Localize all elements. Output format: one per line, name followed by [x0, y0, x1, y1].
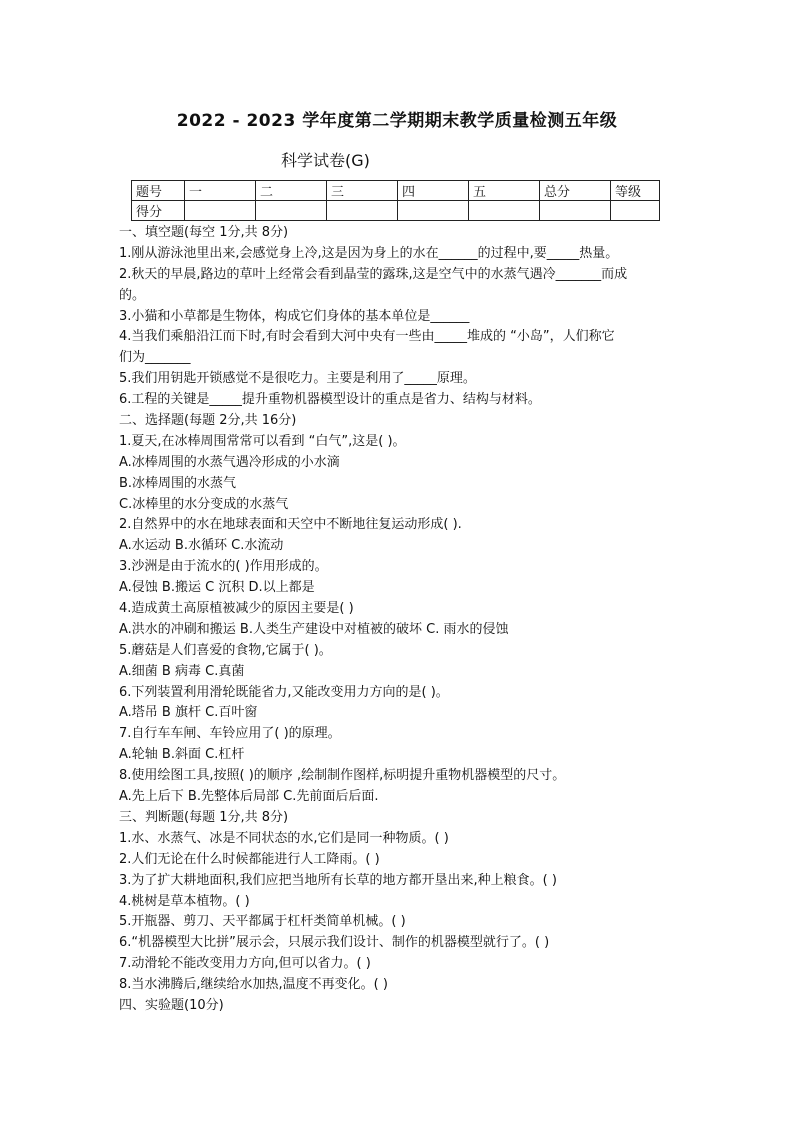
question-line: 2.人们无论在什么时候都能进行人工降雨。( ): [119, 851, 380, 867]
question-line: 8.当水沸腾后,继续给水加热,温度不再变化。( ): [119, 977, 388, 993]
question-line: 3.小猫和小草都是生物体，构成它们身体的基本单位是______: [119, 308, 470, 324]
question-line: 4.当我们乘船沿江而下时,有时会看到大河中央有一些由_____堆成的 “小岛”，人们称它: [119, 329, 615, 345]
option-line: B.冰棒周围的水蒸气: [119, 475, 237, 491]
question-line: 5.开瓶器、剪刀、天平都属于杠杆类简单机械。( ): [119, 914, 406, 930]
score-input-cell: [256, 201, 327, 221]
score-cell: 一: [185, 181, 256, 201]
score-table-score-row: [132, 201, 660, 221]
section-heading: 三、判断题(每题 1分,共 8分): [119, 809, 289, 825]
question-line: 5.我们用钥匙开锁感觉不是很吃力。主要是利用了_____原理。: [119, 371, 476, 387]
question-line: 2.自然界中的水在地球表面和天空中不断地往复运动形成( ).: [119, 517, 462, 533]
score-input-cell: [469, 201, 540, 221]
option-line: A.轮轴 B.斜面 C.杠杆: [119, 747, 245, 763]
score-cell: 四: [398, 181, 469, 201]
page-title: 2022 - 2023 学年度第二学期期末教学质量检测五年级: [176, 111, 618, 131]
score-cell: 三: [327, 181, 398, 201]
score-table: [131, 180, 660, 221]
question-line: 6.工程的关键是_____提升重物机器模型设计的重点是省力、结构与材料。: [119, 392, 541, 408]
question-line: 8.使用绘图工具,按照( )的顺序 ,绘制制作图样,标明提升重物机器模型的尺寸。: [119, 768, 566, 784]
question-line: 们为_______: [119, 350, 191, 366]
question-line: 7.自行车车闸、车铃应用了( )的原理。: [119, 726, 341, 742]
question-content: [119, 223, 679, 1017]
score-cell: 二: [256, 181, 327, 201]
score-cell: 总分: [540, 181, 611, 201]
score-input-cell: [611, 201, 660, 221]
question-line: 3.沙洲是由于流水的( )作用形成的。: [119, 559, 328, 575]
option-line: A.塔吊 B 旗杆 C.百叶窗: [119, 705, 258, 721]
question-line: 6.“机器模型大比拼”展示会，只展示我们设计、制作的机器模型就行了。( ): [119, 935, 550, 951]
score-cell: 得分: [132, 201, 185, 221]
question-line: 1.水、水蒸气、冰是不同状态的水,它们是同一种物质。( ): [119, 830, 449, 846]
question-line: 6.下列装置利用滑轮既能省力,又能改变用力方向的是( )。: [119, 684, 449, 700]
question-line: 1.夏天,在冰棒周围常常可以看到 “白气”,这是( )。: [119, 433, 406, 449]
question-line: 4.造成黄土高原植被减少的原因主要是( ): [119, 601, 354, 617]
score-cell: 五: [469, 181, 540, 201]
option-line: A.细菌 B 病毒 C.真菌: [119, 663, 245, 679]
question-line: 1.刚从游泳池里出来,会感觉身上冷,这是因为身上的水在______的过程中,要_____热量。: [119, 245, 619, 261]
score-input-cell: [327, 201, 398, 221]
option-line: A.水运动 B.水循环 C.水流动: [119, 538, 284, 554]
score-input-cell: [540, 201, 611, 221]
option-line: A.洪水的冲刷和搬运 B.人类生产建设中对植被的破坏 C. 雨水的侵蚀: [119, 621, 509, 637]
question-line: 的。: [119, 287, 146, 303]
option-line: A.冰棒周围的水蒸气遇冷形成的小水滴: [119, 454, 340, 470]
page-subtitle: 科学试卷(G): [281, 151, 370, 170]
option-line: A.先上后下 B.先整体后局部 C.先前面后后面.: [119, 789, 379, 805]
section-heading: 一、填空题(每空 1分,共 8分): [119, 225, 289, 240]
question-line: 5.蘑菇是人们喜爱的食物,它属于( )。: [119, 642, 332, 658]
score-cell: 等级: [611, 181, 660, 201]
option-line: A.侵蚀 B.搬运 C 沉积 D.以上都是: [119, 580, 315, 596]
score-table-header-row: [132, 181, 660, 201]
score-input-cell: [398, 201, 469, 221]
score-input-cell: [185, 201, 256, 221]
section-heading: 四、实验题(10分): [119, 997, 224, 1013]
question-line: 7.动滑轮不能改变用力方向,但可以省力。( ): [119, 956, 371, 972]
section-heading: 二、选择题(每题 2分,共 16分): [119, 413, 297, 429]
question-line: 3.为了扩大耕地面积,我们应把当地所有长草的地方都开垦出来,种上粮食。( ): [119, 872, 557, 888]
score-cell: 题号: [132, 181, 185, 201]
option-line: C.冰棒里的水分变成的水蒸气: [119, 496, 289, 512]
question-line: 2.秋天的早晨,路边的草叶上经常会看到晶莹的露珠,这是空气中的水蒸气遇冷_______而成: [119, 266, 628, 282]
question-line: 4.桃树是草本植物。( ): [119, 893, 250, 909]
